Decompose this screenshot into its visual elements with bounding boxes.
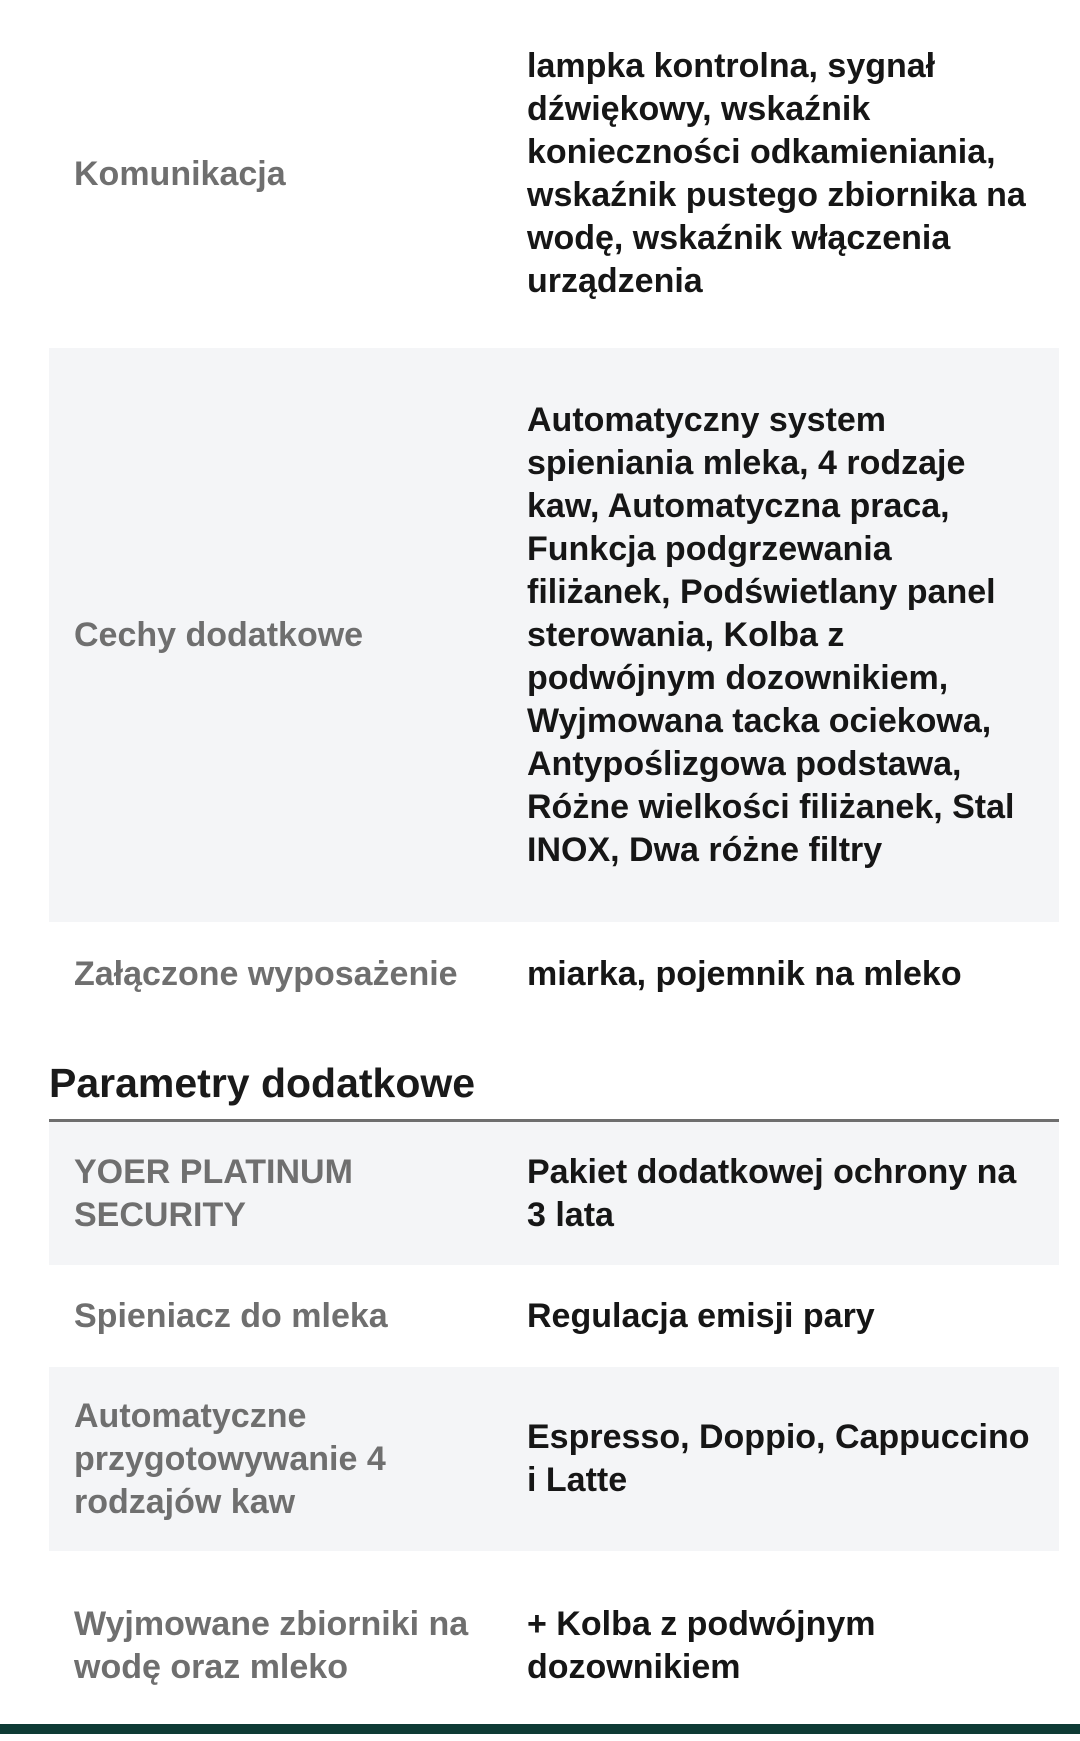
spec-row-coffee-types xyxy=(49,1367,1059,1551)
spec-row-extra-features xyxy=(49,348,1059,922)
spec-value: Automatyczny system spieniania mleka, 4 rodzaje kaw, Automatyczna praca, Funkcja podgrzewania filiżanek, Podświetlany panel sterowania, Kolba z podwójnym dozownikiem, Wyjmowana tacka ociekowa, Antypoślizgowa podstawa, Różne wielkości filiżanek, Stal INOX, Dwa różne filtry xyxy=(527,400,1015,869)
bottom-bar xyxy=(0,1724,1080,1734)
spec-label: Załączone wyposażenie xyxy=(74,955,458,993)
spec-value: + Kolba z podwójnym dozownikiem xyxy=(527,1605,876,1686)
spec-row-communication xyxy=(49,0,1059,348)
spec-row-milk-frother xyxy=(49,1265,1059,1367)
spec-label: Komunikacja xyxy=(74,154,286,193)
product-specifications xyxy=(49,0,1059,1741)
spec-value: lampka kontrolna, sygnał dźwiękowy, wskaźnik konieczności odkamieniania, wskaźnik pustego zbiornika na wodę, wskaźnik włączenia urządzenia xyxy=(527,47,1026,300)
spec-value: miarka, pojemnik na mleko xyxy=(527,955,962,993)
spec-label: Spieniacz do mleka xyxy=(74,1296,388,1335)
spec-label: Wyjmowane zbiorniki na wodę oraz mleko xyxy=(74,1605,469,1686)
spec-value: Espresso, Doppio, Cappuccino i Latte xyxy=(527,1418,1030,1499)
spec-row-removable-tanks xyxy=(49,1551,1059,1741)
spec-label: Automatyczne przygotowywanie 4 rodzajów kaw xyxy=(74,1396,386,1521)
spec-value: Regulacja emisji pary xyxy=(527,1296,875,1335)
spec-label: Cechy dodatkowe xyxy=(74,615,364,654)
section-title: Parametry dodatkowe xyxy=(49,1060,476,1106)
section-header xyxy=(49,1027,1059,1122)
spec-row-included-equipment xyxy=(49,922,1059,1027)
spec-value: Pakiet dodatkowej ochrony na 3 lata xyxy=(527,1152,1017,1234)
spec-row-platinum-security xyxy=(49,1122,1059,1265)
spec-label: YOER PLATINUM SECURITY xyxy=(74,1152,353,1234)
